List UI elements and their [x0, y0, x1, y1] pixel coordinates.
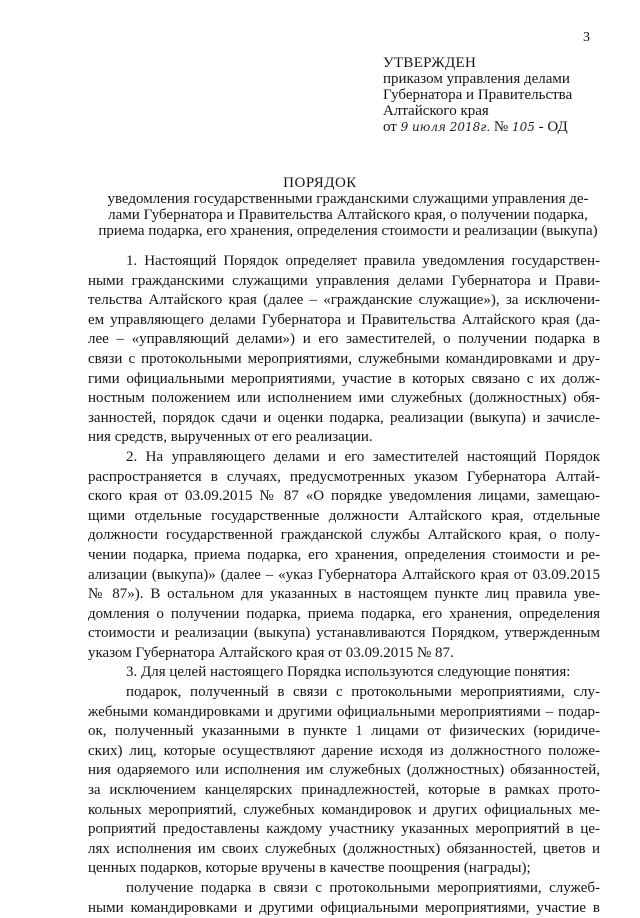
body-line: 2. На управляющего делами и его заместителей настоящий Порядок — [126, 448, 600, 465]
approval-line: приказом управления делами — [383, 71, 570, 87]
order-date-number-line — [383, 119, 613, 135]
body-line: роприятий предоставлены каждому участнику указанных мероприятий в це- — [88, 821, 600, 838]
approval-title: УТВЕРЖДЕН — [383, 55, 477, 71]
body-line: связи с протокольными мероприятиями, служебными командировками и дру- — [88, 350, 600, 367]
page-number: 3 — [583, 30, 590, 45]
subtitle-line: приема подарка, его хранения, определения стоимости и реализации (выкупа) — [98, 223, 598, 239]
body-line: № 87»). В остальном для указанных в настоящем пункте лиц правила уве- — [88, 586, 600, 603]
body-line: жебными командировками и другими официальными мероприятиями – подар- — [88, 703, 600, 720]
body-line: лее – «управляющий делами») и его заместителей, о получении подарка в — [88, 331, 600, 348]
body-line: гими официальными мероприятиями, участие в которых связано с их долж- — [88, 370, 600, 387]
body-line: стоимости и реализации (выкупа) устанавливаются Порядком, утвержденным — [88, 625, 600, 642]
body-line: щими отдельные государственные должности Алтайского края, отдельные — [88, 507, 600, 524]
document-subtitle — [88, 191, 608, 239]
body-line: ными гражданскими служащими управления делами Губернатора и Прави- — [88, 272, 600, 289]
body-line: ния средств, вырученных от его реализации. — [88, 429, 373, 446]
body-line: тельства Алтайского края (далее – «гражданские служащие»), за исключени- — [88, 292, 600, 309]
body-line: распространяется в случаях, предусмотренных указом Губернатора Алтай- — [88, 468, 600, 485]
document-body — [88, 252, 600, 918]
subtitle-line: уведомления государственными гражданскими служащими управления де- — [107, 191, 589, 207]
number-prefix: № — [493, 119, 509, 135]
body-line: лях исполнения им своих служебных (должностных) обязанностей, цветов и — [88, 840, 600, 857]
document-title: ПОРЯДОК — [283, 175, 357, 191]
approval-line: Губернатора и Правительства — [383, 87, 573, 103]
approval-line: Алтайского края — [383, 103, 489, 119]
body-line: чении подарка, приема подарка, его хранения, определения стоимости и ре- — [88, 546, 600, 563]
body-line: ского края от 03.09.2015 № 87 «О порядке уведомления лицами, замещаю- — [88, 488, 600, 505]
handwritten-number: 105 — [511, 120, 535, 134]
body-line: ских) лиц, которые осуществляют дарение исходя из должностного положе- — [88, 742, 600, 759]
body-line: должности государственной гражданской службы Алтайского края, о полу- — [88, 527, 600, 544]
body-line: ализации (выкупа)» (далее – «указ Губернатора Алтайского края от 03.09.2015 — [88, 566, 600, 583]
body-line: 3. Для целей настоящего Порядка используются следующие понятия: — [126, 664, 571, 681]
approval-stamp — [383, 55, 613, 135]
body-line: за исключением канцелярских принадлежностей, которые в рамках прото- — [88, 782, 600, 799]
subtitle-line: лами Губернатора и Правительства Алтайского края, о получении подарка, — [108, 207, 588, 223]
body-line: ностным положением или исполнением ими служебных (должностных) обя- — [88, 390, 600, 407]
date-prefix: от — [383, 119, 397, 135]
body-line: подарок, полученный в связи с протокольными мероприятиями, слу- — [126, 684, 600, 701]
body-line: домления о получении подарка, приема подарка, его хранения, определения — [88, 605, 600, 622]
body-line: ными командировками и другими официальными мероприятиями, участие в — [88, 899, 600, 916]
body-line: указом Губернатора Алтайского края от 03.09.2015 № 87. — [88, 644, 454, 661]
handwritten-date: 9 июля 2018г. — [400, 120, 491, 134]
body-line: занностей, порядок сдачи и оценки подарка, реализации (выкупа) и зачисле- — [88, 409, 600, 426]
body-line: получение подарка в связи с протокольными мероприятиями, служеб- — [126, 880, 600, 896]
number-suffix: - ОД — [538, 119, 568, 135]
body-line: 1. Настоящий Порядок определяет правила уведомления государствен- — [126, 253, 600, 269]
body-line: кольных мероприятий, служебных командировок и других официальных ме- — [88, 801, 600, 818]
body-line: ния одаряемого или исполнения им служебных (должностных) обязанностей, — [88, 762, 600, 779]
body-line: ем управляющего делами Губернатора и Правительства Алтайского края (да- — [88, 311, 600, 328]
body-line: ценных подарков, которые вручены в качестве поощрения (награды); — [88, 860, 531, 877]
body-line: ок, полученный указанными в пункте 1 лицами от физических (юридиче- — [88, 723, 600, 740]
